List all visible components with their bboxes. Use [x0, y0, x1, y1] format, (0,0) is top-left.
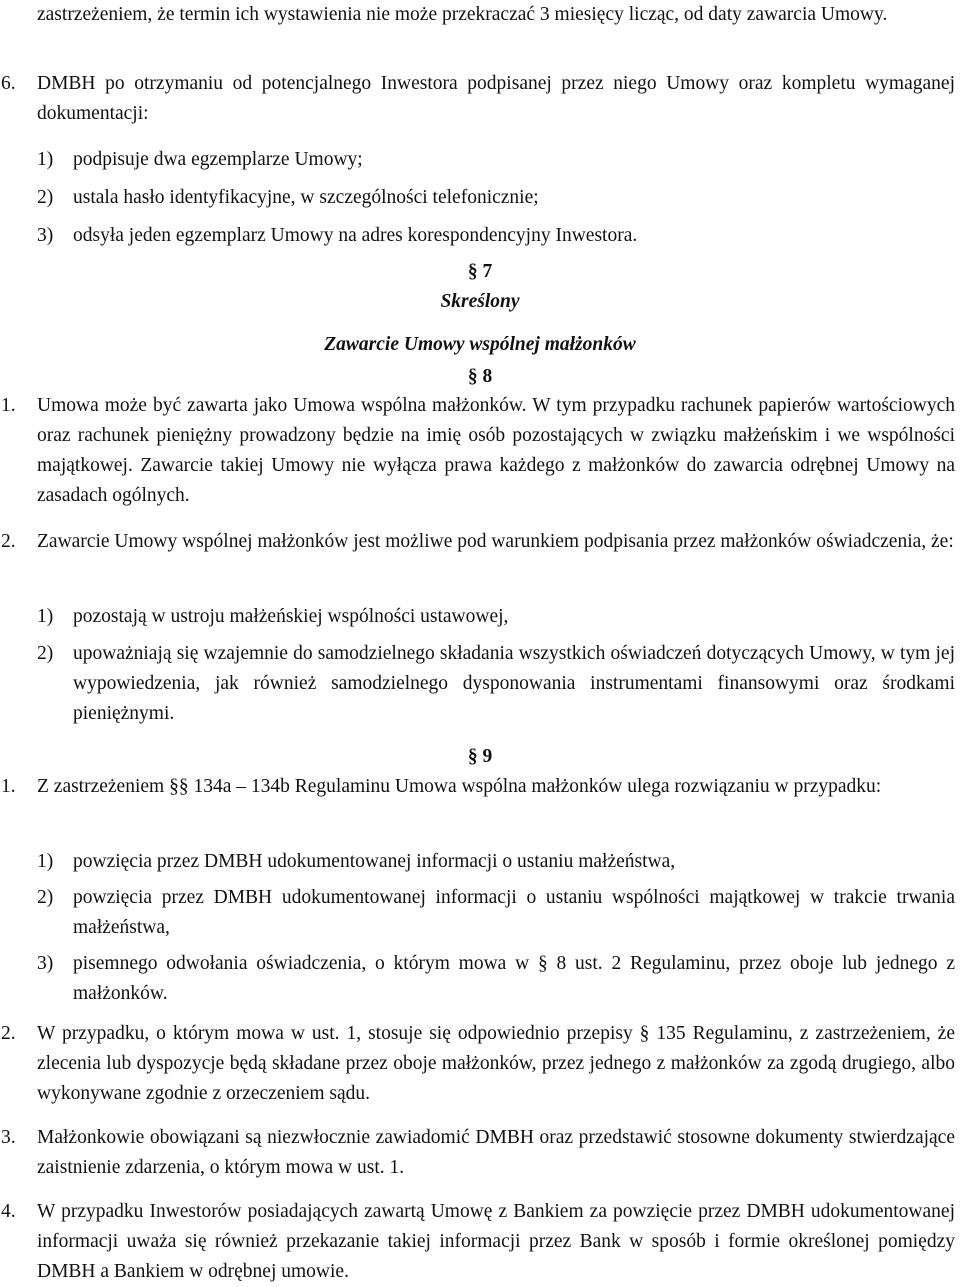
section-7-heading — [0, 257, 960, 287]
paragraph-text: Z zastrzeżeniem §§ 134a – 134b Regulaminu Umowa wspólna małżonków ulega rozwiązaniu w przypadku: — [37, 776, 882, 797]
list-item-number: 1) — [37, 851, 54, 872]
list-item-text: pozostają w ustroju małżeńskiej wspólności ustawowej, — [73, 606, 509, 627]
list-item — [37, 949, 955, 1009]
paragraph-number: 6. — [1, 73, 16, 94]
paragraph-6 — [1, 69, 955, 129]
list-item-text: upoważniają się wzajemnie do samodzielnego składania wszystkich oświadczeń dotyczących Umowy, w tym jej wypowiedzenia, jak również samodzielnego dysponowania instrumentami finansowymi oraz środkami pieniężnymi. — [73, 643, 955, 724]
list-item-text: odsyła jeden egzemplarz Umowy na adres korespondencyjny Inwestora. — [73, 225, 638, 246]
list-item — [37, 145, 955, 175]
list-s9-p1 — [37, 847, 955, 1009]
paragraph-text: Małżonkowie obowiązani są niezwłocznie zawiadomić DMBH oraz przedstawić stosowne dokumenty stwierdzające zaistnienie zdarzenia, o którym mowa w ust. 1. — [37, 1127, 955, 1178]
section-9-paragraph-1 — [1, 772, 955, 802]
section-sign: § — [467, 746, 478, 767]
list-item-text: powzięcia przez DMBH udokumentowanej informacji o ustaniu wspólności majątkowej w trakcie trwania małżeństwa, — [73, 887, 955, 938]
list-item — [37, 221, 955, 251]
list-p6 — [37, 145, 955, 251]
section-9-paragraph-4 — [1, 1197, 955, 1287]
section-9-paragraph-2 — [1, 1019, 955, 1109]
section-8-paragraph-2 — [1, 527, 955, 557]
section-number: 8 — [482, 366, 493, 387]
paragraph-text: Zawarcie Umowy wspólnej małżonków jest możliwe pod warunkiem podpisania przez małżonków oświadczenia, że: — [37, 531, 954, 552]
paragraph-text: W przypadku, o którym mowa w ust. 1, stosuje się odpowiednio przepisy § 135 Regulaminu, z zastrzeżeniem, że zlecenia lub dyspozycje będą składane przez oboje małżonków, przez jednego z małżonków za zgodą drugiego, albo wykonywane zgodnie z orzeczeniem sądu. — [37, 1023, 955, 1104]
paragraph-text: Umowa może być zawarta jako Umowa wspólna małżonków. W tym przypadku rachunek papierów wartościowych oraz rachunek pieniężny prowadzony będzie na imię osób pozostających w związku małżeńskim i we wspólności majątkowej. Zawarcie takiej Umowy nie wyłącza prawa każdego z małżonków do zawarcia odrębnej Umowy na zasadach ogólnych. — [37, 395, 955, 506]
paragraph-number: 1. — [1, 395, 16, 416]
section-7-title: Skreślony — [440, 291, 520, 312]
list-item-text: ustala hasło identyfikacyjne, w szczególności telefonicznie; — [73, 187, 539, 208]
list-item-number: 2) — [37, 643, 54, 664]
paragraph-number: 4. — [1, 1201, 16, 1222]
paragraph-number: 3. — [1, 1127, 16, 1148]
list-s8-p2 — [37, 602, 955, 729]
list-item-number: 3) — [37, 225, 54, 246]
list-item-text: powzięcia przez DMBH udokumentowanej informacji o ustaniu małżeństwa, — [73, 851, 676, 872]
list-item — [37, 602, 955, 632]
section-8-title: Zawarcie Umowy wspólnej małżonków — [324, 334, 636, 355]
section-8-paragraph-1 — [1, 391, 955, 511]
section-8-heading — [0, 362, 960, 392]
list-item-number: 2) — [37, 887, 54, 908]
section-9-paragraph-3 — [1, 1123, 955, 1183]
list-item — [37, 847, 955, 877]
section-number: 9 — [482, 746, 493, 767]
paragraph-number: 2. — [1, 1023, 16, 1044]
list-item — [37, 883, 955, 943]
paragraph-continuation: zastrzeżeniem, że termin ich wystawienia nie może przekraczać 3 miesięcy licząc, od daty zawarcia Umowy. — [37, 4, 888, 25]
list-item-number: 1) — [37, 149, 54, 170]
section-number: 7 — [482, 261, 493, 282]
section-9-heading — [0, 742, 960, 772]
list-item-text: pisemnego odwołania oświadczenia, o którym mowa w § 8 ust. 2 Regulaminu, przez oboje lub jednego z małżonków. — [73, 953, 955, 1004]
list-item-text: podpisuje dwa egzemplarze Umowy; — [73, 149, 363, 170]
paragraph-number: 1. — [1, 776, 16, 797]
paragraph-text: DMBH po otrzymaniu od potencjalnego Inwestora podpisanej przez niego Umowy oraz kompletu wymaganej dokumentacji: — [37, 73, 955, 124]
list-item-number: 3) — [37, 953, 54, 974]
list-item-number: 2) — [37, 187, 54, 208]
list-item — [37, 639, 955, 729]
section-sign: § — [467, 366, 478, 387]
list-item — [37, 183, 955, 213]
list-item-number: 1) — [37, 606, 54, 627]
paragraph-text: W przypadku Inwestorów posiadających zawartą Umowę z Bankiem za powzięcie przez DMBH udokumentowanej informacji uważa się również przekazanie takiej informacji przez Bank w sposób i formie określonej pomiędzy DMBH a Bankiem w odrębnej umowie. — [37, 1201, 955, 1282]
paragraph-number: 2. — [1, 531, 16, 552]
section-sign: § — [467, 261, 478, 282]
